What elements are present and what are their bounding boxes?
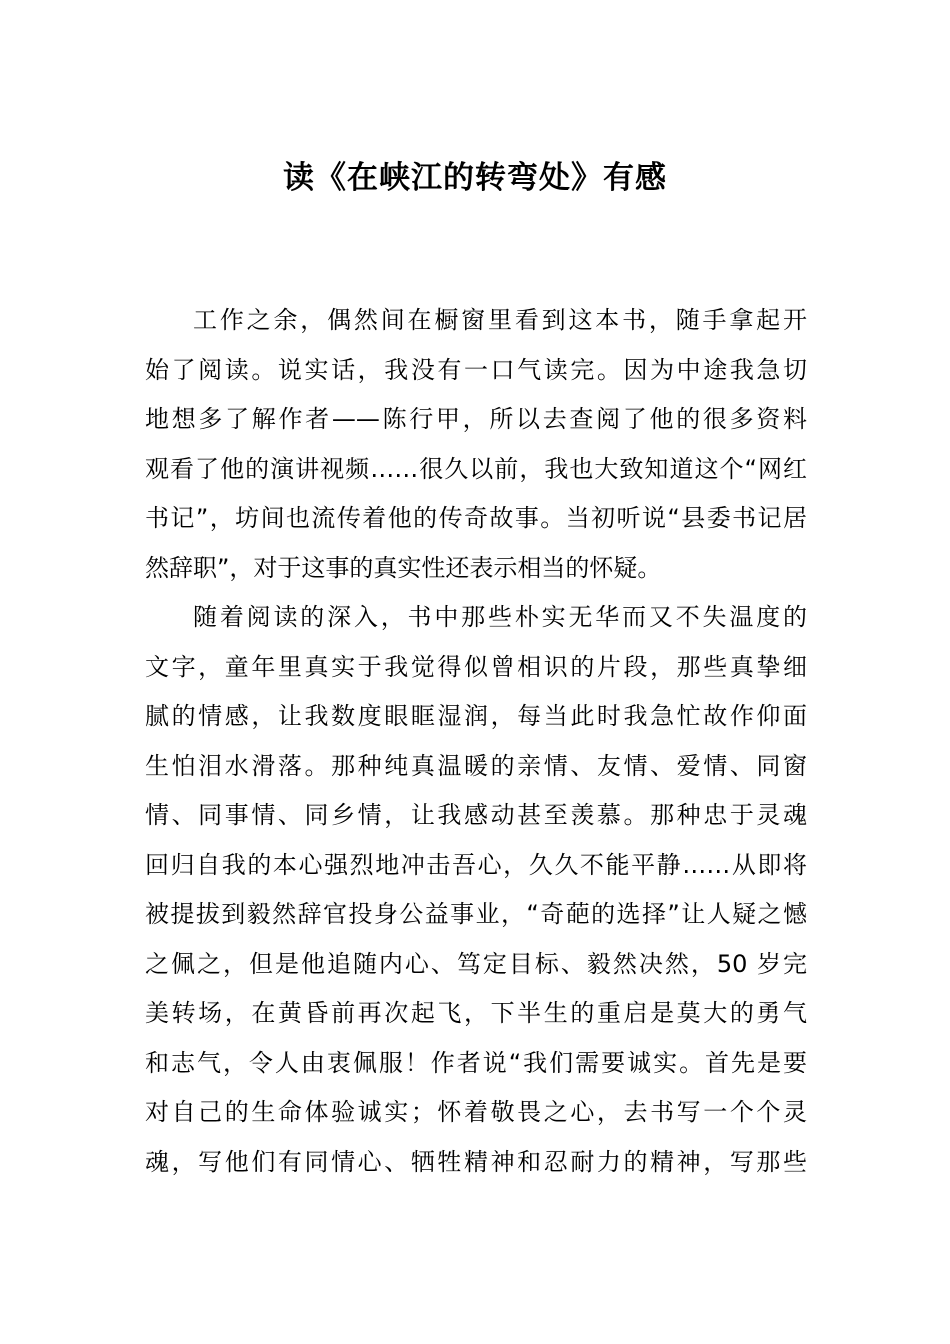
text-line: 对自己的生命体验诚实；怀着敬畏之心，去书写一个个灵 [145, 1098, 807, 1126]
text-line: 始了阅读。说实话，我没有一口气读完。因为中途我急切 [145, 355, 807, 384]
text-line: 书记”，坊间也流传着他的传奇故事。当初听说“县委书记居 [145, 504, 807, 532]
text-line: 地想多了解作者——陈行甲，所以去查阅了他的很多资料 [145, 405, 807, 433]
paragraph-2 [145, 593, 807, 1187]
text-line: 和志气，令人由衷佩服！作者说“我们需要诚实。首先是要 [145, 1048, 807, 1077]
text-line: 腻的情感，让我数度眼眶湿润，每当此时我急忙故作仰面 [145, 702, 807, 730]
text-line: 情、同事情、同乡情，让我感动甚至羡慕。那种忠于灵魂 [145, 801, 807, 829]
text-line: 之佩之，但是他追随内心、笃定目标、毅然决然，50 岁完 [145, 949, 807, 978]
text-line: 生怕泪水滑落。那种纯真温暖的亲情、友情、爱情、同窗 [145, 751, 807, 780]
text-line: 文字，童年里真实于我觉得似曾相识的片段，那些真挚细 [145, 652, 807, 681]
document-title: 读《在峡江的转弯处》有感 [283, 160, 667, 196]
text-line: 工作之余，偶然间在橱窗里看到这本书，随手拿起开 [193, 306, 807, 334]
text-line: 美转场，在黄昏前再次起飞，下半生的重启是莫大的勇气 [145, 999, 807, 1027]
text-line: 然辞职”，对于这事的真实性还表示相当的怀疑。 [145, 553, 662, 582]
text-line: 魂，写他们有同情心、牺牲精神和忍耐力的精神，写那些 [145, 1147, 807, 1176]
document-body [145, 296, 807, 1187]
text-line: 观看了他的演讲视频……很久以前，我也大致知道这个“网红 [145, 454, 807, 483]
paragraph-1 [145, 296, 807, 593]
text-line: 随着阅读的深入，书中那些朴实无华而又不失温度的 [193, 603, 807, 631]
text-line: 被提拔到毅然辞官投身公益事业，“奇葩的选择”让人疑之憾 [145, 900, 807, 928]
text-line: 回归自我的本心强烈地冲击吾心，久久不能平静……从即将 [145, 850, 807, 879]
